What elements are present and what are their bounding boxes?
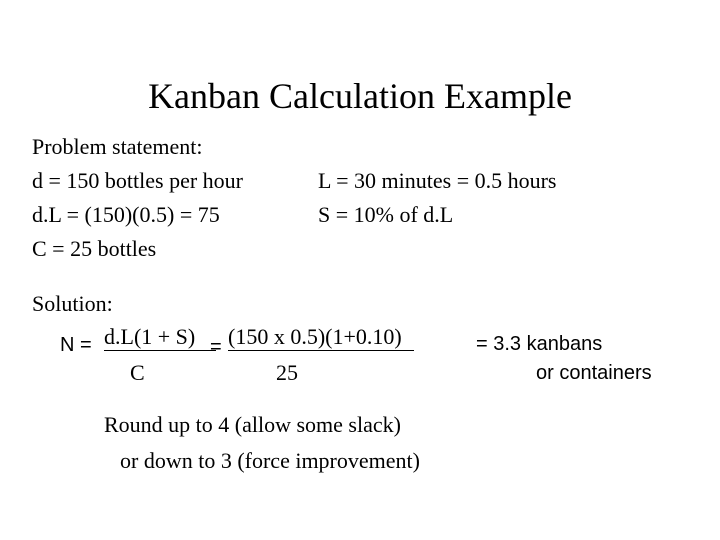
fraction1-bar bbox=[104, 350, 216, 351]
problem-line-container: C = 25 bottles bbox=[32, 236, 157, 261]
round-note-line-1: Round up to 4 (allow some slack) bbox=[104, 412, 401, 437]
problem-heading: Problem statement: bbox=[32, 134, 203, 159]
fraction1-numerator: d.L(1 + S) bbox=[104, 324, 196, 349]
problem-line-leadtime: L = 30 minutes = 0.5 hours bbox=[318, 168, 557, 193]
n-label: N = bbox=[60, 334, 92, 356]
equals-sign: = bbox=[210, 336, 222, 358]
round-note-line-2: or down to 3 (force improvement) bbox=[120, 448, 420, 473]
slide-title: Kanban Calculation Example bbox=[148, 76, 572, 116]
result-line-2: or containers bbox=[536, 362, 652, 384]
fraction2-denominator: 25 bbox=[276, 360, 298, 385]
problem-line-demand: d = 150 bottles per hour bbox=[32, 168, 243, 193]
fraction2-numerator: (150 x 0.5)(1+0.10) bbox=[228, 324, 402, 349]
fraction2-bar bbox=[228, 350, 414, 351]
problem-line-safety: S = 10% of d.L bbox=[318, 202, 454, 227]
solution-heading: Solution: bbox=[32, 291, 113, 316]
problem-line-dl: d.L = (150)(0.5) = 75 bbox=[32, 202, 220, 227]
result-line-1: = 3.3 kanbans bbox=[476, 333, 603, 355]
fraction1-denominator: C bbox=[130, 360, 145, 385]
